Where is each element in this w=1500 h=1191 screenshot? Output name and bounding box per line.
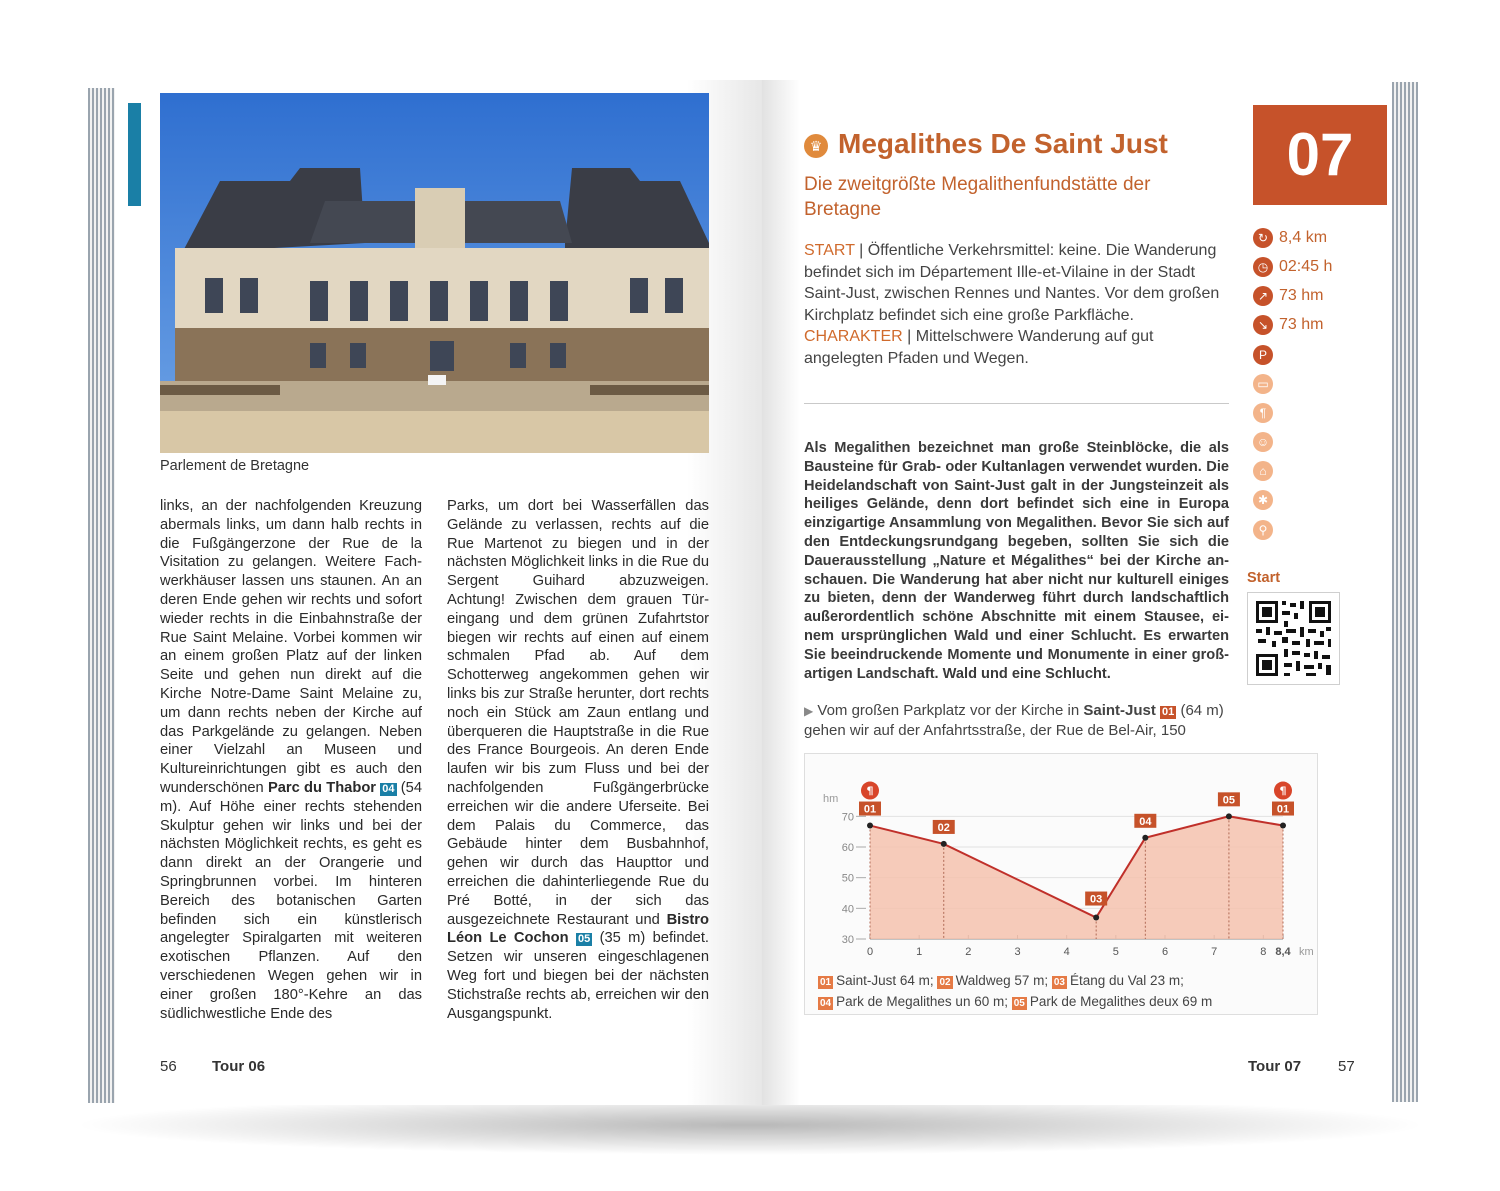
- descent-value: 73 hm: [1279, 316, 1324, 333]
- intro-text: Als Megalithen bezeichnet man große Steinblöcke, die als Bausteine für Grab- oder Kultanlagen verwendet wurden. Die Heidelandschaft von Saint-Just galt in der Jungsteinzeit als heiliges Gelände, denn dort befindet sich eine in Europa einzigartige Ansammlung von Megalithen. Bevor Sie sich auf den Entdeckungsrundgang begeben, sollten Sie sich die Dauerausstellung „Nature et Mégalithes“ bei der Kirche anschauen. Die Wanderung hat aber nicht nur kulturell einiges zu bieten, denn der Wanderweg führt durch landschaftlich außerordentlich schöne Abschnitte mit einem Stausee, einem ursprünglichen Wald und einer Schlucht. Es erwarten Sie beeindruckende Momente und Monumente in einer großartigen Landschaft. Wald und eine Schlucht.: [804, 440, 1229, 682]
- tour-subtitle: Die zweitgrößte Megalithenfundstätte der Bretagne: [804, 174, 1151, 220]
- waypoint-tag-label: 02: [937, 821, 950, 834]
- waypoint-legend: [818, 970, 1212, 1012]
- text-run: (35 m) befindet. Setzen wir unseren eingeschlagenen Weg fort und biegen bei der nächsten Stichstraße rechts ab, erreichen wir den Ausgangspunkt.: [447, 930, 709, 1022]
- text-run: (64 m) gehen wir auf der Anfahrtsstraße, der Rue de Bel-Air, 150: [804, 702, 1224, 739]
- paragraph: [447, 497, 709, 1023]
- duration-value: 02:45 h: [1279, 258, 1333, 275]
- bike-icon: ⚲: [1253, 520, 1273, 540]
- ascent-value: 73 hm: [1279, 287, 1324, 304]
- paragraph: [160, 497, 422, 1023]
- chapter-tab: [128, 103, 141, 206]
- elevation-point: [867, 823, 873, 829]
- legend-tag: 04: [820, 998, 832, 1009]
- y-tick-label: 70: [841, 811, 854, 824]
- text-column-1: [160, 497, 422, 1023]
- elevation-point: [1142, 835, 1148, 841]
- poi-parc-du-thabor: Parc du Thabor: [267, 779, 377, 796]
- elevation-chart: [805, 754, 1317, 959]
- qr-code[interactable]: [1247, 592, 1340, 685]
- x-tick-label: 7: [1211, 946, 1218, 958]
- text-run: Vom großen Parkplatz vor der Kirche in: [817, 702, 1084, 719]
- x-axis-label: km: [1299, 946, 1314, 958]
- tour-number: 07: [1253, 105, 1387, 205]
- text-run: Parks, um dort bei Wasserfällen das Gelände zu verlassen, rechts auf die Rue Martenot zu biegen und in der nächsten Möglichkeit links in die Rue du Sergent Guihard abzuzweigen. Achtung! Zwischen dem grauen Türeingang und dem grünen Zufahrtstor biegen wir rechts auf einen auf einem schmalen Pfad ab. Auf dem Schotterweg angekommen gehen wir links bis zur Straße herunter, dort rechts noch ein Stück am Zaun entlang und überqueren die Hauptstraße in die Rue des France Bourgeois. An deren Ende laufen wir bis zum Fluss und bei der nachfolgenden Fußgängerbrücke erreichen wir die andere Uferseite. Bei dem Palais du Commerce, das Gebäude hinter dem Busbahnhof, gehen wir durch das Haupttor und erreichen die dahinterliegende Rue du Pré Botté, in der sich das ausgezeichnete Restaurant und: [447, 498, 709, 928]
- restaurant-icon-glyph: ¶: [1279, 784, 1287, 798]
- ascent-icon: ↗: [1253, 286, 1273, 306]
- waypoint-tag-label: 04: [1139, 815, 1152, 828]
- waypoint-tag-label: 01: [1276, 803, 1290, 816]
- fact-duration: [1253, 256, 1332, 278]
- legend-tag: 05: [1013, 998, 1025, 1009]
- text-column-2: [447, 497, 709, 1023]
- picnic-icon: ⌂: [1253, 461, 1273, 481]
- winter-icon: ✱: [1253, 490, 1273, 510]
- charakter-label: CHARAKTER: [804, 328, 903, 345]
- play-icon: ▶: [804, 704, 814, 718]
- running-head-right: Tour 07: [1248, 1058, 1302, 1075]
- y-tick-label: 40: [841, 903, 854, 916]
- legend-text: Saint-Just 64 m;: [836, 973, 934, 988]
- charakter-text: | Mittelschwere Wanderung auf gut angelegten Pfaden und Wegen.: [804, 328, 1154, 367]
- fact-ascent: [1253, 285, 1323, 307]
- qr-code-icon: [1248, 593, 1339, 684]
- legend-tag: 02: [939, 977, 951, 988]
- poi-saint-just: Saint-Just: [1083, 702, 1156, 719]
- family-icon: ☺: [1253, 432, 1273, 452]
- building-photo: [160, 93, 709, 453]
- legend-tag: 01: [820, 977, 832, 988]
- elevation-point: [1280, 823, 1286, 829]
- fact-parking: [1253, 344, 1279, 366]
- page-number-right: 57: [1338, 1058, 1355, 1075]
- parking-icon: P: [1253, 345, 1273, 365]
- elevation-point: [1226, 813, 1232, 819]
- legend-line-2: [818, 991, 1212, 1012]
- y-tick-label: 50: [841, 872, 854, 885]
- x-tick-label: 6: [1161, 946, 1169, 958]
- photo-caption: Parlement de Bretagne: [160, 458, 310, 474]
- elevation-point: [1093, 915, 1099, 921]
- x-tick-label: 3: [1014, 946, 1021, 958]
- fact-distance: [1253, 227, 1327, 249]
- page-edges-right: [1390, 82, 1418, 1102]
- fact-bike: [1253, 519, 1279, 541]
- legend-text: Park de Megalithes un 60 m;: [836, 994, 1008, 1009]
- x-tick-label: 4: [1063, 946, 1070, 958]
- distance-icon: ↻: [1253, 228, 1273, 248]
- restaurant-icon: ¶: [1253, 403, 1273, 423]
- legend-line-1: [818, 970, 1212, 991]
- x-tick-label: 1: [916, 946, 923, 958]
- photo-parlement: [160, 93, 709, 453]
- qr-start-label: Start: [1247, 570, 1281, 586]
- clock-icon: ◷: [1253, 257, 1273, 277]
- running-head-left: Tour 06: [212, 1058, 266, 1075]
- text-run: (54 m). Auf Höhe einer rechts stehenden Skulptur gehen wir links und bei der nächsten Möglichkeit rechts, es geht es dann direkt an der Orangerie und Springbrunnen vorbei. Im hinteren Bereich des botanischen Garten befinden sich ein künstlerisch angelegter Spiralgarten mit weiteren exotischen Pflanzen. Auf den verschiedenen Wegen gehen wir in einer großen 180°-Kehre an das südlichwestliche Ende des: [160, 779, 422, 1022]
- start-text: | Öffentliche Verkehrsmittel: keine. Die Wanderung befindet sich im Département Ille-et-Vilaine in der Stadt Saint-Just, zwischen Rennes und Nantes. Vor dem großen Kirchplatz befindet sich eine große Parkfläche.: [804, 242, 1220, 324]
- fact-bus: [1253, 373, 1279, 395]
- page-number-left: 56: [160, 1058, 177, 1075]
- x-tick-label: 2: [965, 946, 972, 958]
- restaurant-icon-glyph: ¶: [866, 784, 874, 798]
- x-tick-label: 8,4: [1275, 946, 1291, 958]
- legend-text: Waldweg 57 m;: [955, 973, 1049, 988]
- route-text: [804, 701, 1229, 741]
- fact-picnic: [1253, 460, 1279, 482]
- text-run: links, an der nachfolgenden Kreuzung abermals links, um dann halb rechts in die Fußgängerzone der Rue de la Visitation zu gelangen. Weitere Fachwerkhäuser lassen uns staunen. An an deren Ende gehen wir rechts und sofort wieder rechts in die Einbahnstraße der Rue Saint Melaine. Vorbei kommen wir an einem großen Platz auf der linken Seite und gehen nun direkt auf die Kirche Notre-Dame Saint Melaine zu, um dann rechts neben der Kirche auf das Parkgelände zu gelangen. Neben einer Vielzahl an Museen und Kultureinrichtungen gibt es auch den wunderschönen: [160, 498, 422, 796]
- elevation-point: [941, 841, 947, 847]
- waypoint-tag: 04: [382, 782, 395, 795]
- waypoint-tag-label: 01: [863, 803, 877, 816]
- fact-descent: [1253, 314, 1323, 336]
- y-axis-label: hm: [823, 793, 839, 805]
- descent-icon: ↘: [1253, 315, 1273, 335]
- waypoint-tag-label: 05: [1222, 794, 1236, 807]
- y-tick-label: 30: [841, 934, 854, 946]
- x-tick-label: 8: [1260, 946, 1267, 958]
- y-tick-label: 60: [841, 842, 854, 854]
- legend-tag: 03: [1053, 977, 1065, 988]
- fact-family: [1253, 431, 1279, 453]
- waypoint-tag: 01: [1162, 706, 1175, 718]
- x-tick-label: 5: [1112, 946, 1119, 958]
- page-edges-left: [88, 88, 118, 1103]
- fact-winter: [1253, 489, 1279, 511]
- legend-text: Étang du Val 23 m;: [1070, 973, 1184, 988]
- legend-text: Park de Megalithes deux 69 m: [1029, 994, 1213, 1009]
- tour-info: [804, 240, 1224, 369]
- waypoint-tag: 05: [577, 933, 591, 946]
- x-tick-label: 0: [866, 946, 874, 958]
- start-label: START: [804, 242, 855, 259]
- poi-bistro: Bistro Léon Le Cochon: [447, 911, 709, 947]
- fact-restaurant: [1253, 402, 1279, 424]
- crown-icon: ♛: [804, 134, 828, 158]
- divider: [804, 403, 1229, 404]
- distance-value: 8,4 km: [1279, 229, 1328, 246]
- bus-icon: ▭: [1253, 374, 1273, 394]
- tour-title: Megalithes De Saint Just: [838, 128, 1168, 159]
- waypoint-tag-label: 03: [1090, 893, 1103, 906]
